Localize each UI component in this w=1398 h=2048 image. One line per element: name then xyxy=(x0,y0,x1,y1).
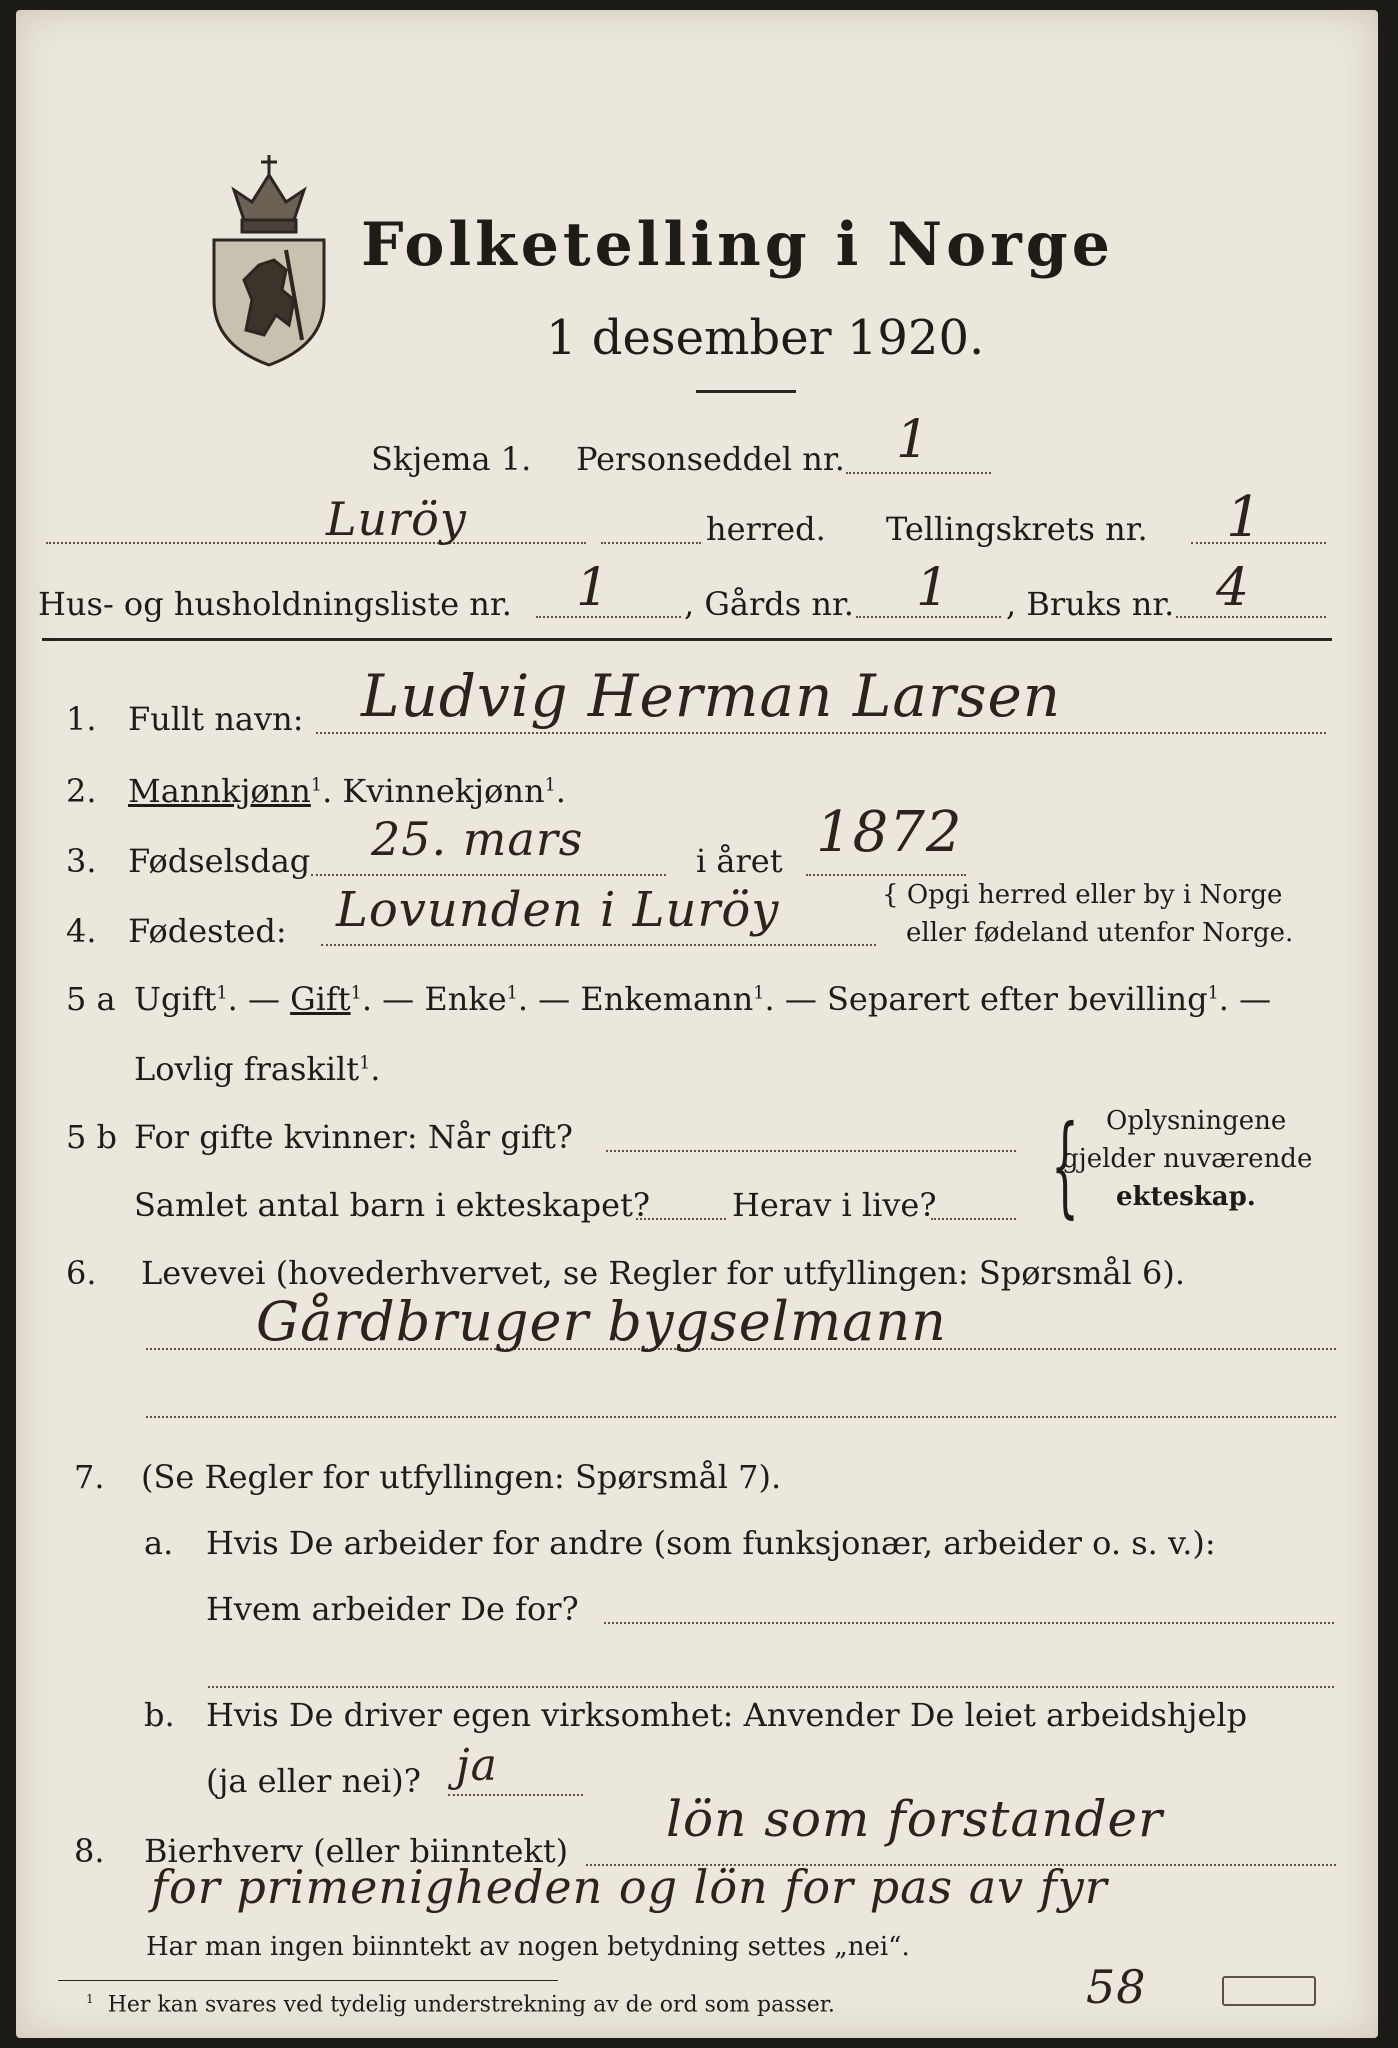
q7b-line1: Hvis De driver egen virksomhet: Anvender De leiet arbeidshjelp xyxy=(206,1696,1248,1734)
birthplace-value: Lovunden i Luröy xyxy=(336,882,780,938)
q7a-line1: Hvis De arbeider for andre (som funksjonær, arbeider o. s. v.): xyxy=(206,1524,1216,1562)
footnote-ref: 1 xyxy=(310,775,323,796)
personseddel-value: 1 xyxy=(896,410,931,470)
q5a-dash: — xyxy=(1239,980,1272,1018)
q1-number: 1. xyxy=(66,700,97,738)
full-name-value: Ludvig Herman Larsen xyxy=(361,662,1062,730)
q5a-number: 5 a xyxy=(66,980,116,1018)
q8-value-line1: lön som forstander xyxy=(666,1790,1164,1848)
footnote-ref: 1 xyxy=(506,983,518,1004)
q5a-space xyxy=(280,980,290,1018)
q2-options xyxy=(128,772,566,810)
q7a-line2: Hvem arbeider De for? xyxy=(206,1590,579,1628)
q5b-label3: Herav i live? xyxy=(732,1186,937,1224)
coat-of-arms-icon xyxy=(204,150,334,370)
q5a-period: . xyxy=(1218,980,1240,1018)
q3-year-label: i året xyxy=(696,842,783,880)
footnote-ref: 1 xyxy=(753,983,765,1004)
q5b-note-line2: gjelder nuværende xyxy=(1062,1144,1313,1174)
footnote-spacer xyxy=(94,1992,108,2017)
q8-value-line2: for primenigheden og lön for pas av fyr xyxy=(151,1860,1108,1914)
header-divider xyxy=(42,638,1332,641)
footnote-ref: 1 xyxy=(1207,983,1219,1004)
q2-number: 2. xyxy=(66,772,97,810)
q5a-space xyxy=(817,980,827,1018)
q7a-letter: a. xyxy=(144,1524,174,1562)
herred-field-line-2 xyxy=(601,542,701,544)
tellingskrets-label: Tellingskrets nr. xyxy=(886,510,1148,548)
q8-label: Bierhverv (eller biinntekt) xyxy=(144,1832,569,1870)
census-form-page xyxy=(16,10,1378,2038)
personseddel-label: Personseddel nr. xyxy=(576,440,845,478)
q1-field-line xyxy=(316,732,1326,734)
q7b-field-line xyxy=(448,1794,583,1796)
tellingskrets-value: 1 xyxy=(1226,485,1263,550)
q5b-note-line1: Oplysningene xyxy=(1106,1106,1287,1136)
title-divider xyxy=(696,390,796,393)
husholdningsliste-value: 1 xyxy=(576,558,611,618)
form-title: Folketelling i Norge xyxy=(361,210,1114,280)
bruks-field-line xyxy=(1176,616,1326,618)
q5a-period: . xyxy=(764,980,785,1018)
female-option: Kvinnekjønn xyxy=(342,772,545,810)
q7b-value: ja xyxy=(456,1740,498,1791)
q4-note-line2: eller fødeland utenfor Norge. xyxy=(906,918,1294,948)
q4-number: 4. xyxy=(66,912,97,950)
personseddel-field-line xyxy=(846,472,991,474)
q5a-options xyxy=(134,980,1271,1018)
q7b-line2: (ja eller nei)? xyxy=(206,1762,421,1800)
q3-number: 3. xyxy=(66,842,97,880)
gift-option: Gift xyxy=(290,980,351,1018)
bruks-label: , Bruks nr. xyxy=(1006,585,1175,623)
separert-option: Separert efter bevilling xyxy=(827,980,1208,1018)
q4-label: Fødested: xyxy=(128,912,287,950)
q5b-label1: For gifte kvinner: Når gift? xyxy=(134,1118,573,1156)
skjema-label: Skjema 1. xyxy=(371,440,532,478)
q5a-period: . xyxy=(517,980,539,1018)
q2-period: . xyxy=(555,772,566,810)
q5a-period: . xyxy=(361,980,383,1018)
q5b-note-line3: ekteskap. xyxy=(1116,1182,1256,1212)
q5b-children-field-line xyxy=(636,1218,726,1220)
q5a-period: . xyxy=(227,980,248,1018)
q4-note-brace: { xyxy=(882,880,907,910)
q5b-married-field-line xyxy=(606,1150,1016,1152)
q5b-label2: Samlet antal barn i ekteskapet? xyxy=(134,1186,651,1224)
q1-label: Fullt navn: xyxy=(128,700,304,738)
enke-option: Enke xyxy=(424,980,507,1018)
q7a-field-line-1 xyxy=(604,1622,1334,1624)
q5a-space xyxy=(570,980,580,1018)
enkemann-option: Enkemann xyxy=(580,980,754,1018)
q8-note: Har man ingen biinntekt av nogen betydning settes „nei“. xyxy=(146,1932,910,1962)
gards-value: 1 xyxy=(916,558,951,618)
footnote-ref: 1 xyxy=(544,775,556,796)
printer-stamp xyxy=(1222,1976,1316,2006)
q5a-dash: — xyxy=(538,980,571,1018)
q5a-dash: — xyxy=(784,980,817,1018)
q5b-alive-field-line xyxy=(931,1218,1016,1220)
occupation-value: Gårdbruger bygselmann xyxy=(256,1290,947,1353)
form-date: 1 desember 1920. xyxy=(546,310,985,366)
q4-note-text1: Opgi herred eller by i Norge xyxy=(906,880,1283,910)
margin-number: 58 xyxy=(1086,1960,1147,2014)
bruks-value: 4 xyxy=(1216,558,1251,618)
q3-date-field-line xyxy=(311,874,666,876)
male-option: Mannkjønn xyxy=(128,772,311,810)
q5a-space xyxy=(414,980,424,1018)
q5a-dash: — xyxy=(382,980,415,1018)
fraskilt-option-line xyxy=(134,1050,380,1088)
q5a-dash: — xyxy=(247,980,280,1018)
herred-label: herred. xyxy=(706,510,826,548)
husholdningsliste-label: Hus- og husholdningsliste nr. xyxy=(38,585,512,623)
q3-label: Fødselsdag xyxy=(128,842,311,880)
q2-separator: . xyxy=(322,772,343,810)
q7b-letter: b. xyxy=(144,1696,175,1734)
q6-field-line-2 xyxy=(146,1416,1336,1418)
q6-number: 6. xyxy=(66,1254,97,1292)
q4-note-line1 xyxy=(882,880,1282,910)
footnote-text: Her kan svares ved tydelig understrekning av de ord som passer. xyxy=(107,1992,835,2018)
q7-label: (Se Regler for utfyllingen: Spørsmål 7). xyxy=(141,1458,782,1496)
birth-date-value: 25. mars xyxy=(371,812,584,866)
ugift-option: Ugift xyxy=(134,980,217,1018)
footnote xyxy=(86,1992,835,2017)
herred-value: Luröy xyxy=(326,492,467,546)
q7a-field-line-2 xyxy=(208,1686,1334,1688)
q5b-note-brace: { xyxy=(1051,1101,1079,1229)
footnote-ref: 1 xyxy=(359,1053,371,1074)
birth-year-value: 1872 xyxy=(816,800,963,865)
footnote-ref: 1 xyxy=(350,983,362,1004)
q4-field-line xyxy=(321,944,876,946)
herred-field-line xyxy=(46,542,586,544)
q7-number: 7. xyxy=(74,1458,105,1496)
footnote-divider xyxy=(58,1980,558,1981)
q3-year-field-line xyxy=(806,874,966,876)
q8-number: 8. xyxy=(74,1832,105,1870)
footnote-ref: 1 xyxy=(216,983,228,1004)
fraskilt-option: Lovlig fraskilt xyxy=(134,1050,360,1088)
gards-label: , Gårds nr. xyxy=(684,585,854,623)
q5b-number: 5 b xyxy=(66,1118,118,1156)
q6-label: Levevei (hovederhvervet, se Regler for utfyllingen: Spørsmål 6). xyxy=(141,1254,1186,1292)
footnote-mark: 1 xyxy=(86,1992,94,2006)
q5a-period: . xyxy=(370,1050,381,1088)
